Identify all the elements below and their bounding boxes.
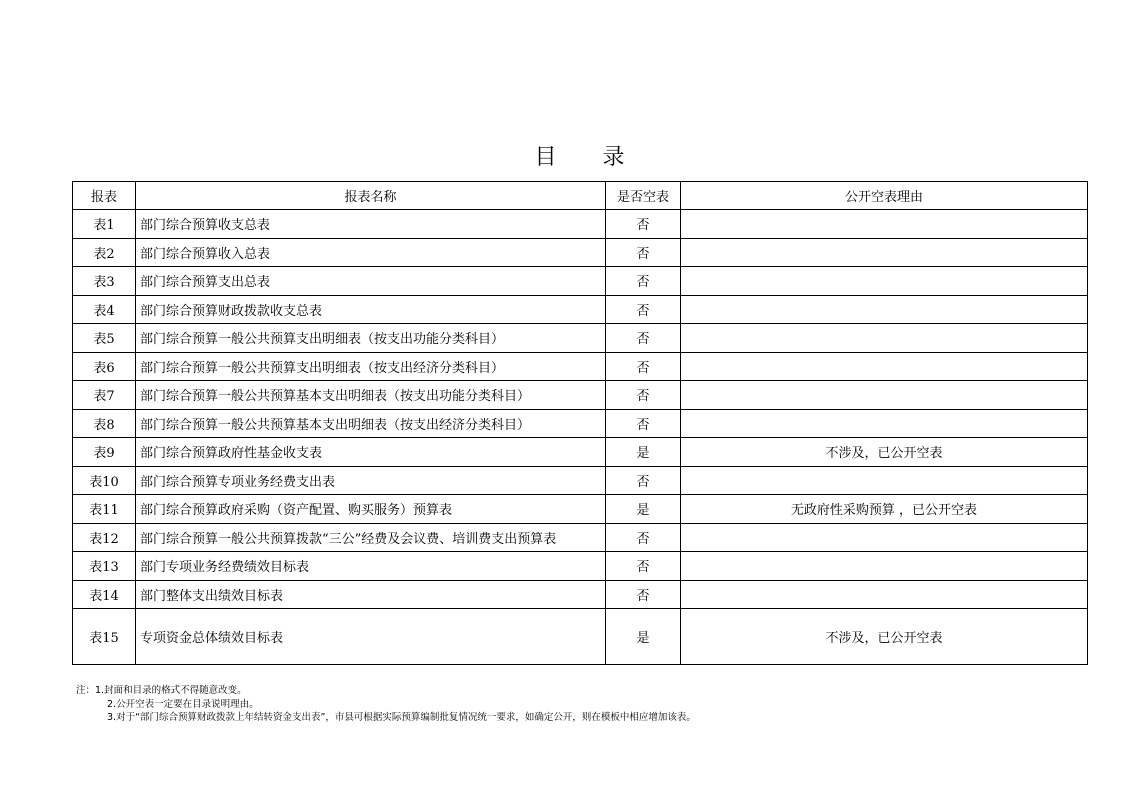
table-row <box>73 324 1088 353</box>
row-no-cell: 表7 <box>73 381 136 410</box>
row-is-empty-cell: 否 <box>606 580 681 609</box>
table-body <box>73 210 1088 665</box>
row-reason-cell <box>681 580 1088 609</box>
row-no-cell: 表9 <box>73 438 136 467</box>
table-of-contents <box>72 181 1088 665</box>
row-name-cell: 部门综合预算一般公共预算支出明细表（按支出功能分类科目） <box>136 324 606 353</box>
table-row <box>73 238 1088 267</box>
row-name-cell: 部门综合预算一般公共预算基本支出明细表（按支出功能分类科目） <box>136 381 606 410</box>
row-reason-cell <box>681 267 1088 296</box>
note-1: 注：1.封面和目录的格式不得随意改变。 <box>76 685 247 696</box>
table-row <box>73 267 1088 296</box>
row-no-cell: 表6 <box>73 352 136 381</box>
row-no-cell: 表11 <box>73 495 136 524</box>
table-row <box>73 523 1088 552</box>
row-is-empty-cell: 否 <box>606 409 681 438</box>
row-name-cell: 部门综合预算一般公共预算拨款“三公”经费及会议费、培训费支出预算表 <box>136 523 606 552</box>
row-no-cell: 表1 <box>73 210 136 239</box>
row-reason-cell <box>681 324 1088 353</box>
row-is-empty-cell: 否 <box>606 466 681 495</box>
row-reason-cell: 不涉及，已公开空表 <box>681 438 1088 467</box>
row-name-cell: 部门综合预算一般公共预算支出明细表（按支出经济分类科目） <box>136 352 606 381</box>
title-char-1: 目 <box>534 145 557 170</box>
table-row <box>73 381 1088 410</box>
row-name-cell: 部门综合预算支出总表 <box>136 267 606 296</box>
row-reason-cell <box>681 381 1088 410</box>
row-name-cell: 部门综合预算收支总表 <box>136 210 606 239</box>
row-reason-cell <box>681 409 1088 438</box>
row-is-empty-cell: 是 <box>606 495 681 524</box>
row-name-cell: 部门综合预算政府性基金收支表 <box>136 438 606 467</box>
row-name-cell: 部门整体支出绩效目标表 <box>136 580 606 609</box>
row-no-cell: 表4 <box>73 295 136 324</box>
row-is-empty-cell: 否 <box>606 552 681 581</box>
row-is-empty-cell: 否 <box>606 352 681 381</box>
row-reason-cell <box>681 352 1088 381</box>
row-no-cell: 表15 <box>73 609 136 665</box>
row-is-empty-cell: 否 <box>606 295 681 324</box>
row-name-cell: 部门综合预算一般公共预算基本支出明细表（按支出经济分类科目） <box>136 409 606 438</box>
row-no-cell: 表10 <box>73 466 136 495</box>
row-no-cell: 表8 <box>73 409 136 438</box>
table-row <box>73 495 1088 524</box>
header-reason: 公开空表理由 <box>681 182 1088 210</box>
table-row <box>73 438 1088 467</box>
row-is-empty-cell: 否 <box>606 210 681 239</box>
header-no: 报表 <box>73 182 136 210</box>
row-no-cell: 表13 <box>73 552 136 581</box>
title-char-2: 录 <box>602 145 625 170</box>
table-row <box>73 210 1088 239</box>
row-name-cell: 部门综合预算政府采购（资产配置、购买服务）预算表 <box>136 495 606 524</box>
row-reason-cell: 无政府性采购预算 ，已公开空表 <box>681 495 1088 524</box>
table-row <box>73 295 1088 324</box>
row-name-cell: 部门综合预算专项业务经费支出表 <box>136 466 606 495</box>
table-row <box>73 580 1088 609</box>
header-name: 报表名称 <box>136 182 606 210</box>
table-row <box>73 409 1088 438</box>
row-reason-cell <box>681 466 1088 495</box>
header-is-empty: 是否空表 <box>606 182 681 210</box>
row-is-empty-cell: 否 <box>606 267 681 296</box>
row-no-cell: 表12 <box>73 523 136 552</box>
row-no-cell: 表3 <box>73 267 136 296</box>
row-no-cell: 表5 <box>73 324 136 353</box>
note-2: 2.公开空表一定要在目录说明理由。 <box>107 698 259 710</box>
row-reason-cell <box>681 552 1088 581</box>
row-is-empty-cell: 否 <box>606 381 681 410</box>
row-is-empty-cell: 否 <box>606 523 681 552</box>
table-row <box>73 466 1088 495</box>
note-3: 3.对于“部门综合预算财政拨款上年结转资金支出表”，市县可根据实际预算编制批复情况统一要求，如确定公开，则在模板中相应增加该表。 <box>107 712 696 723</box>
table-row <box>73 552 1088 581</box>
row-name-cell: 部门专项业务经费绩效目标表 <box>136 552 606 581</box>
row-no-cell: 表2 <box>73 238 136 267</box>
row-no-cell: 表14 <box>73 580 136 609</box>
row-reason-cell <box>681 210 1088 239</box>
table-row <box>73 352 1088 381</box>
row-is-empty-cell: 否 <box>606 238 681 267</box>
row-reason-cell: 不涉及，已公开空表 <box>681 609 1088 665</box>
row-is-empty-cell: 是 <box>606 609 681 665</box>
row-name-cell: 部门综合预算收入总表 <box>136 238 606 267</box>
footnotes <box>76 684 696 725</box>
page-title <box>72 140 1087 171</box>
row-is-empty-cell: 是 <box>606 438 681 467</box>
table-row <box>73 609 1088 665</box>
row-reason-cell <box>681 295 1088 324</box>
row-name-cell: 部门综合预算财政拨款收支总表 <box>136 295 606 324</box>
row-reason-cell <box>681 238 1088 267</box>
row-name-cell: 专项资金总体绩效目标表 <box>136 609 606 665</box>
header-row <box>73 182 1088 210</box>
row-reason-cell <box>681 523 1088 552</box>
row-is-empty-cell: 否 <box>606 324 681 353</box>
